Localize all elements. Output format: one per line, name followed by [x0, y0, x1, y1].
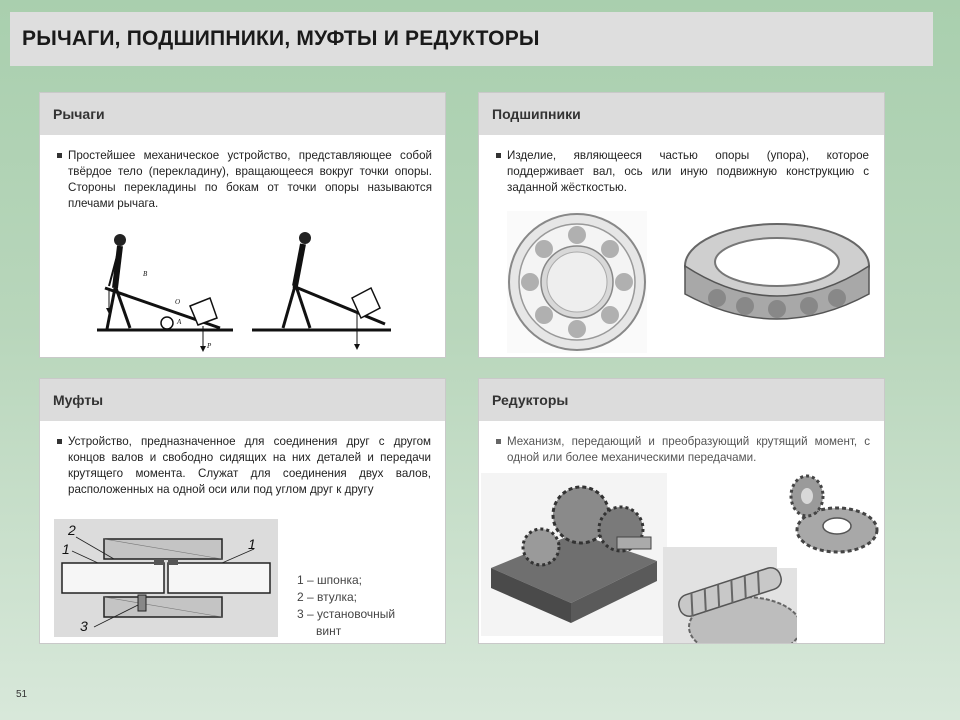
reducers-text: Механизм, передающий и преобразующий крутящий момент, с одной или более механическими передачами.: [507, 435, 870, 464]
bullet-marker: [496, 439, 501, 444]
bearings-description: [507, 148, 869, 196]
coupling-label-3: 3: [80, 618, 88, 634]
coupling-legend: [297, 572, 395, 640]
bullet-marker: [496, 153, 501, 158]
bearings-text: Изделие, являющееся частью опоры (упора), которое поддерживает вал, ось или иную подвижную конструкцию с заданной жёсткостью.: [507, 149, 869, 194]
page-title: РЫЧАГИ, ПОДШИПНИКИ, МУФТЫ И РЕДУКТОРЫ: [22, 27, 540, 50]
levers-text: Простейшее механическое устройство, представляющее собой твёрдое тело (перекладину), вращающееся вокруг точки опоры. Стороны перекладины по бокам от точки опоры называются плечами рычага.: [68, 149, 432, 210]
bearing-front-view: [507, 211, 647, 353]
bevel-gear-photo: [777, 462, 883, 568]
levers-heading: Рычаги: [40, 93, 445, 135]
reducers-heading: Редукторы: [479, 379, 884, 421]
couplings-text: Устройство, предназначенное для соединения друг с другом концов валов и свободно сидящих на них деталей и передачи крутящего момента. Служат для соединения двух валов, расположенных на одной оси или под углом друг к другу: [68, 435, 431, 496]
bullet-marker: [57, 439, 62, 444]
coupling-label-1-left: 1: [62, 541, 70, 557]
lever-label-o: О: [175, 298, 181, 306]
legend-item-key: 1 – шпонка;: [297, 573, 362, 587]
bullet-marker: [57, 153, 62, 158]
couplings-description: [68, 434, 431, 498]
coupling-label-1-right: 1: [248, 536, 256, 552]
lever-label-b: В: [143, 270, 148, 278]
couplings-panel: [39, 378, 446, 644]
lever-label-p: Р: [207, 342, 212, 350]
bearings-heading: Подшипники: [479, 93, 884, 135]
bearings-panel: [478, 92, 885, 358]
legend-item-sleeve: 2 – втулка;: [297, 590, 358, 604]
title-bar: [10, 12, 933, 66]
levers-description: [68, 148, 432, 212]
legend-item-screw-cont: винт: [316, 624, 342, 638]
gearbox-photo: [481, 473, 667, 636]
coupling-label-2: 2: [68, 522, 76, 538]
lever-illustration: [95, 226, 393, 354]
levers-panel: [39, 92, 446, 358]
couplings-heading: Муфты: [40, 379, 445, 421]
page-number: 51: [16, 689, 28, 700]
coupling-diagram: [54, 519, 278, 637]
legend-item-screw: 3 – установочный: [297, 607, 396, 621]
bearing-perspective-photo: [675, 214, 880, 335]
lever-label-a: А: [177, 318, 182, 326]
